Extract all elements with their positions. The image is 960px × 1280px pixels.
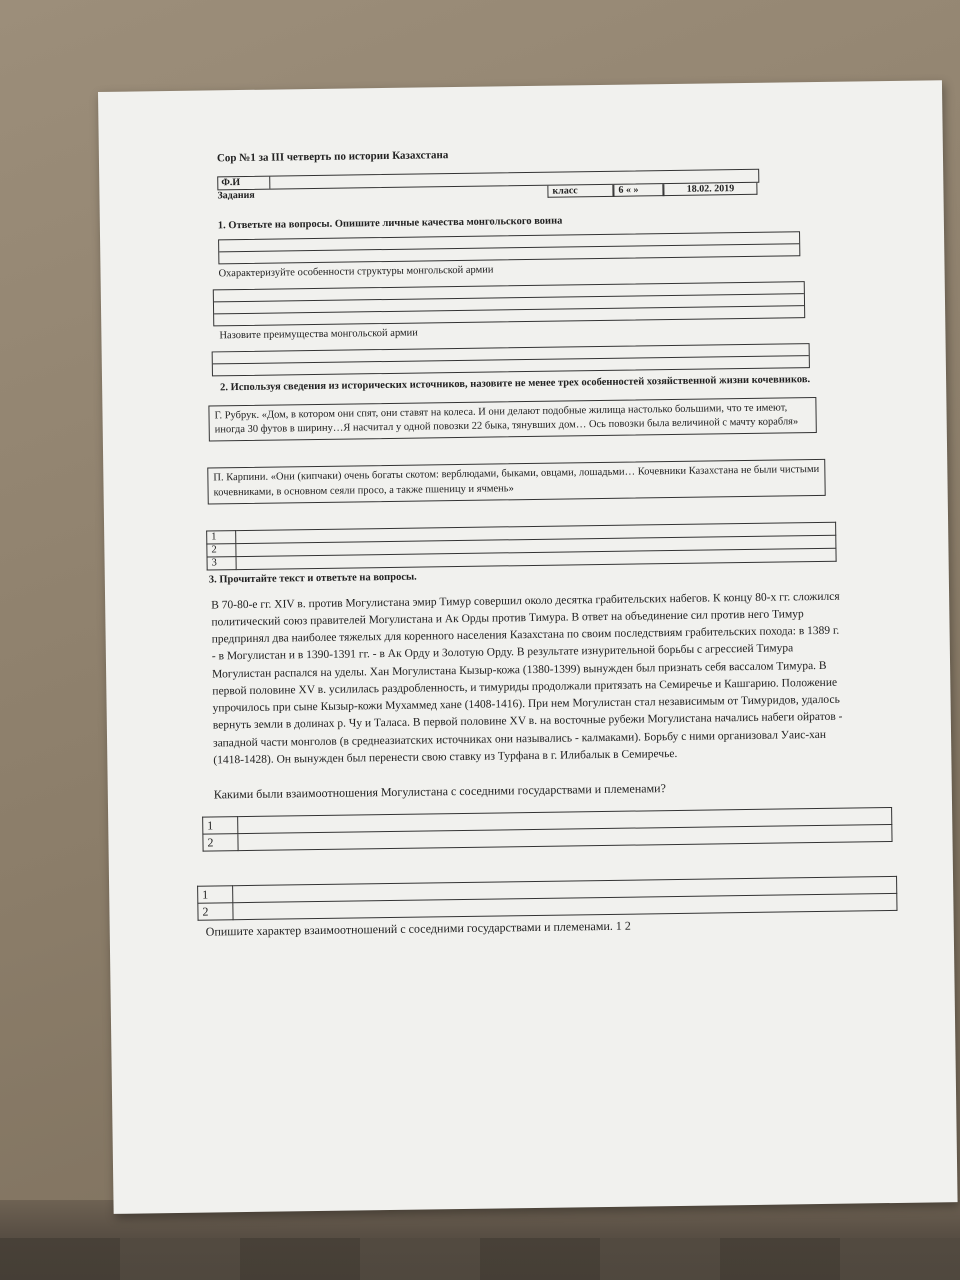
worksheet-content <box>202 144 848 940</box>
source-quote-rubruk: Г. Рубрук. «Дом, в котором они спят, они ставят на колеса. И они делают подобные жилища настолько большими, что те имеют, иногда 30 футов в ширину…Я насчитал у одной повозки 22 быка, тянувших дом… Ось повозки была величиной с мачту корабля» <box>208 397 816 442</box>
source-quote-karpini: П. Карпини. «Они (кипчаки) очень богаты скотом: верблюдами, быками, овцами, лошадьми… Кочевники Казахстана не были чистыми кочевниками, в основном сеяли просо, а также пшеницу и ячмень» <box>207 459 825 504</box>
row-number: 1 <box>203 817 238 834</box>
answer-box-1c[interactable] <box>212 343 810 376</box>
row-number: 3 <box>207 556 236 569</box>
row-number: 2 <box>198 903 233 920</box>
question-1-title: 1. Ответьте на вопросы. Опишите личные качества монгольского воина <box>217 215 563 232</box>
desk-strip <box>0 1238 960 1280</box>
worksheet-paper <box>98 80 958 1214</box>
question-1-caption-a: Охарактеризуйте особенности структуры монгольской армии <box>218 264 494 280</box>
question-3-prompt: Какими были взаимоотношения Могулистана с соседними государствами и племенами? <box>213 781 666 802</box>
row-number: 2 <box>203 834 238 851</box>
class-label: класс <box>547 185 613 198</box>
worksheet-title: Сор №1 за III четверть по истории Казахстана <box>216 149 449 165</box>
row-number: 1 <box>198 886 233 903</box>
answer-box-1a[interactable] <box>218 231 800 264</box>
question-3-title: 3. Прочитайте текст и ответьте на вопросы. <box>208 571 417 586</box>
question-3-text: В 70-80-е гг. XIV в. против Могулистана эмир Тимур совершил около десятка грабительских набегов. К концу 80-х гг. сложился политический союз правителей Могулистана и Ак Орды против Тимура. В ответ на объединение сил против него Тимур предпринял два наиболее тяжелых для коренного населения Казахстана по своим последствиям грабительских похода: в 1389 г. - в Могулистан и в 1390-1391 гг. - в Ак Орду и Золотую Орду. В результате изнурительной борьбы с агрессией Тимура Могулистан распался на уделы. Хан Могулистана Кызыр-кожа (1380-1399) вынужден был признать себя вассалом Тимура. В первой половине XV в. усилилась раздробленность, и тимуриды продолжали притязать на Семиречье и Кашгарию. Положение упрочилось при сыне Кызыр-кожи Мухаммед хане (1408-1416). При нем Могулистан стал независимым от Тимуридов, удалось вернуть земли в долинах р. Чу и Таласа. В первой половине XV в. на восточные рубежи Могулистана начались набеги ойратов - западной части монголов (в среднеазиатских источниках они назывались - калмаками). Борьбу с ними организовал Уаис-хан (1418-1428). Он вынужден был перенести свою ставку из Турфана в г. Илибалык в Семиречье. <box>211 590 843 767</box>
date-field: 18.02. 2019 <box>663 183 757 196</box>
answer-table-2 <box>206 521 836 570</box>
row-number: 2 <box>207 543 236 556</box>
question-2-title: 2. Используя сведения из исторических источников, назовите не менее трех особенностей хозяйственной жизни кочевников. <box>220 374 811 394</box>
question-3-footer: Опишите характер взаимоотношений с соседними государствами и племенами. 1 2 <box>205 918 631 939</box>
row-number: 1 <box>207 530 236 543</box>
fi-label: Ф.И <box>218 177 270 190</box>
grade-field[interactable]: 6 « » <box>613 184 663 197</box>
question-1-caption-b: Назовите преимущества монгольской армии <box>219 327 418 342</box>
tasks-label: Задания <box>217 189 255 202</box>
answer-box-1b[interactable] <box>213 281 805 326</box>
